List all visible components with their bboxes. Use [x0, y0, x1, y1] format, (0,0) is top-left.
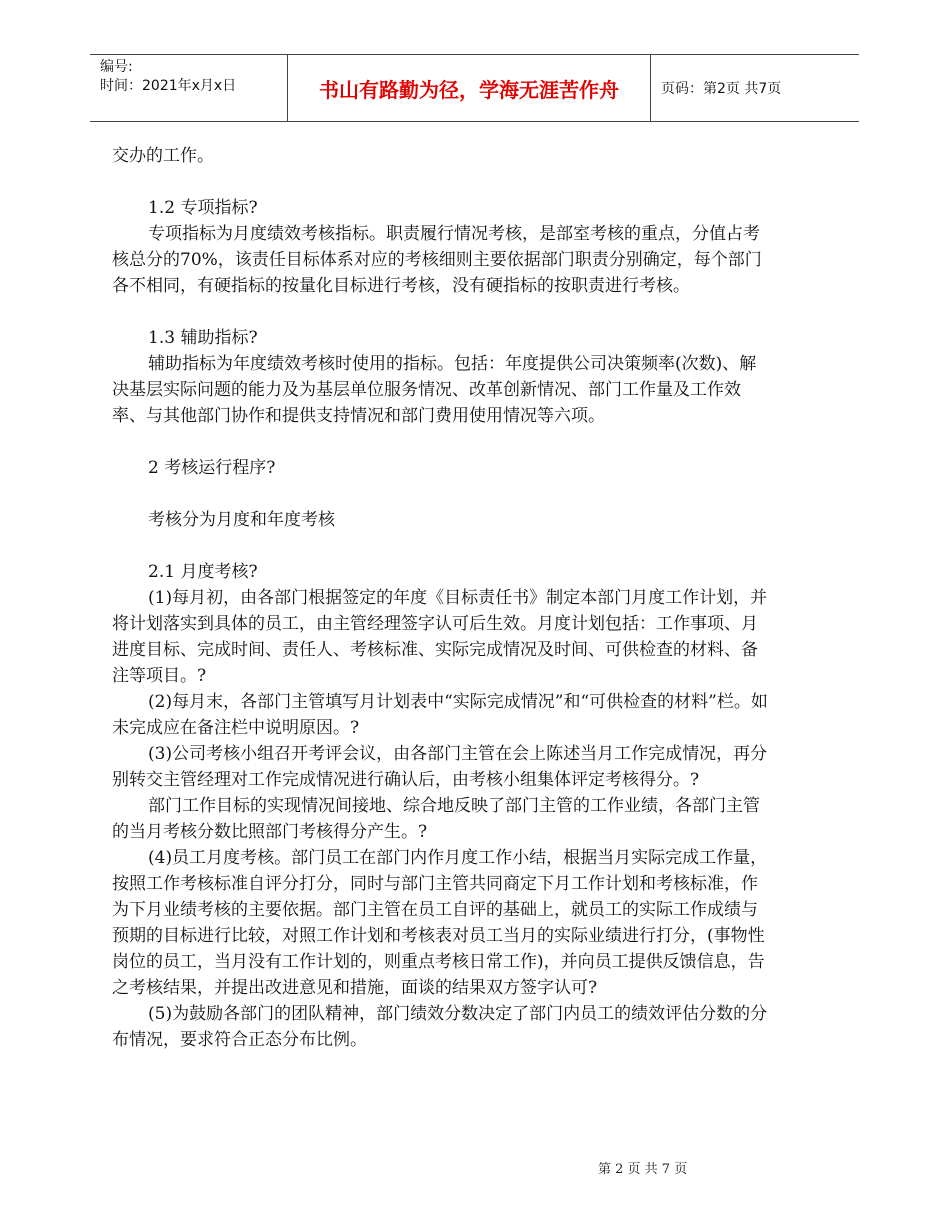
- paragraph: (3)公司考核小组召开考评会议，由各部门主管在会上陈述当月工作完成情况，再分别转交主管经理对工作完成情况进行确认后，由考核小组集体评定考核得分。?: [112, 744, 768, 790]
- paragraph: 考核分为月度和年度考核: [148, 510, 335, 530]
- paragraph: 部门工作目标的实现情况间接地、综合地反映了部门主管的工作业绩，各部门主管的当月考核分数比照部门考核得分产生。?: [112, 796, 760, 842]
- paragraph: 交办的工作。: [112, 146, 214, 166]
- header-page-label: 页码：第2页 共7页: [661, 81, 782, 97]
- paragraph: 辅助指标为年度绩效考核时使用的指标。包括：年度提供公司决策频率(次数)、解决基层实际问题的能力及为基层单位服务情况、改革创新情况、部门工作量及工作效率、与其他部门协作和提供支持情况和部门费用使用情况等六项。: [112, 354, 757, 426]
- section-heading: 1.3 辅助指标?: [148, 328, 258, 348]
- paragraph: (4)员工月度考核。部门员工在部门内作月度工作小结，根据当月实际完成工作量，按照工作考核标准自评分打分，同时与部门主管共同商定下月工作计划和考核标准，作为下月业绩考核的主要依据。部门主管在员工自评的基础上，就员工的实际工作成绩与预期的目标进行比较，对照工作计划和考核表对员工当月的实际业绩进行打分，(事物性岗位的员工，当月没有工作计划的，则重点考核日常工作)，并向员工提供反馈信息，告之考核结果，并提出改进意见和措施，面谈的结果双方签字认可?: [112, 848, 768, 998]
- document-body: [112, 143, 772, 1053]
- paragraph: (1)每月初，由各部门根据签定的年度《目标责任书》制定本部门月度工作计划，并将计划落实到具体的员工，由主管经理签字认可后生效。月度计划包括：工作事项、月进度目标、完成时间、责任人、考核标准、实际完成情况及时间、可供检查的材料、备注等项目。?: [112, 588, 768, 686]
- header-meta: [90, 55, 288, 121]
- page-header: [90, 54, 859, 122]
- paragraph: (5)为鼓励各部门的团队精神，部门绩效分数决定了部门内员工的绩效评估分数的分布情况，要求符合正态分布比例。: [112, 1004, 768, 1050]
- page-footer: 第 2 页 共 7 页: [598, 1162, 688, 1177]
- header-motto: 书山有路勤为径，学海无涯苦作舟: [288, 55, 651, 121]
- time-label: 时间：2021年x月x日: [100, 78, 237, 94]
- paragraph: (2)每月末，各部门主管填写月计划表中“实际完成情况”和“可供检查的材料”栏。如未完成应在备注栏中说明原因。?: [112, 692, 768, 738]
- section-heading: 2.1 月度考核?: [148, 562, 258, 582]
- section-heading: 2 考核运行程序?: [148, 458, 276, 478]
- paragraph: 专项指标为月度绩效考核指标。职责履行情况考核，是部室考核的重点，分值占考核总分的70%，该责任目标体系对应的考核细则主要依据部门职责分别确定，每个部门各不相同，有硬指标的按量化目标进行考核，没有硬指标的按职责进行考核。: [112, 224, 762, 296]
- number-label: 编号:: [100, 59, 133, 75]
- section-heading: 1.2 专项指标?: [148, 198, 258, 218]
